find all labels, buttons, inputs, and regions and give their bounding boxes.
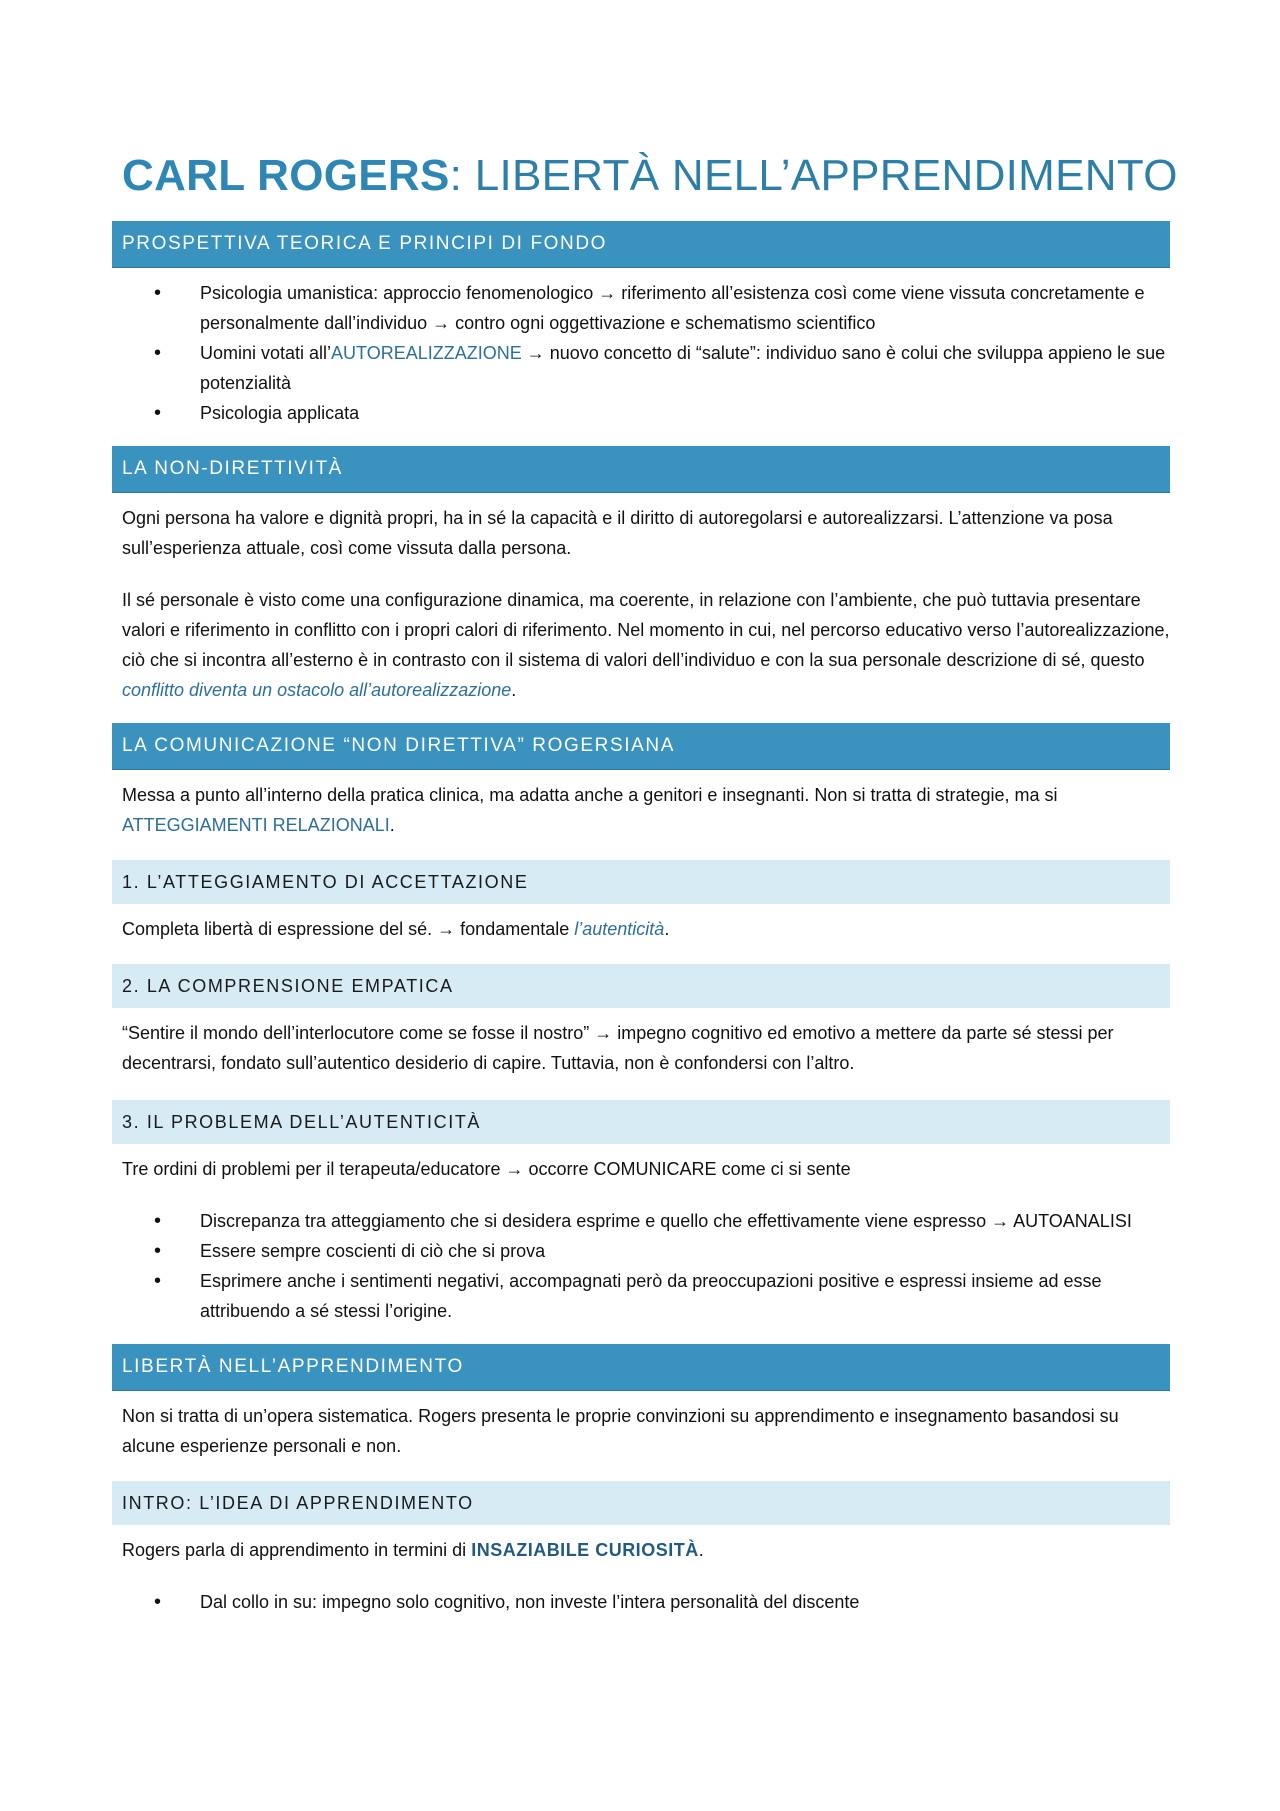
page-title [122,150,1178,203]
paragraph: Ogni persona ha valore e dignità propri, ha in sé la capacità e il diritto di autoregolarsi e autorealizzarsi. L’attenzione va posa sull’esperienza attuale, così come vissuta dalla persona. [122,507,1113,558]
paragraph-text: . [698,1539,704,1560]
section-heading-liberta: LIBERTÀ NELL’APPRENDIMENTO [112,1344,1170,1391]
paragraph: “Sentire il mondo dell’interlocutore come se fosse il nostro” → impegno cognitivo ed emotivo a mettere da parte sé stessi per decentrarsi, fondato sull’autentico desiderio di capire. Tuttavia, non è confondersi con l’altro. [122,1022,1114,1073]
subsection-heading-accettazione: 1. L’ATTEGGIAMENTO DI ACCETTAZIONE [112,860,1170,904]
paragraph: Tre ordini di problemi per il terapeuta/educatore → occorre COMUNICARE come ci si sente [122,1158,851,1179]
list-item-text: Uomini votati all’ [200,342,332,363]
list-item: • Essere sempre coscienti di ciò che si prova [112,1236,1170,1266]
subsection-heading-empatica: 2. LA COMPRENSIONE EMPATICA [112,964,1170,1008]
list-item: • Psicologia applicata [112,398,1170,428]
title-subtitle: : LIBERTÀ NELL’APPRENDIMENTO [449,151,1178,200]
intro-list [112,1587,1170,1617]
paragraph-text: . [511,679,517,700]
section-heading-prospettiva: PROSPETTIVA TEORICA E PRINCIPI DI FONDO [112,221,1170,268]
paragraph: Non si tratta di un’opera sistematica. Rogers presenta le proprie convinzioni su apprendimento e insegnamento basandosi su alcune esperienze personali e non. [122,1405,1119,1456]
section-heading-non-direttivita: LA NON-DIRETTIVITÀ [112,446,1170,493]
list-item [112,338,1170,398]
highlight-conflitto: conflitto diventa un ostacolo all’autorealizzazione [122,679,512,700]
autenticita-list [112,1206,1170,1326]
list-item: • Discrepanza tra atteggiamento che si desidera esprime e quello che effettivamente viene espresso → AUTOANALISI [112,1206,1170,1236]
paragraph-text: . [664,918,670,939]
paragraph-text: Messa a punto all’interno della pratica clinica, ma adatta anche a genitori e insegnanti. Non si tratta di strategie, ma si [122,784,1058,805]
paragraph-text: Completa libertà di espressione del sé. → fondamentale [122,918,575,939]
highlight-autorealizzazione: AUTOREALIZZAZIONE [331,342,522,363]
paragraph [112,914,1170,944]
list-item: • Psicologia umanistica: approccio fenomenologico → riferimento all’esistenza così come viene vissuta concretamente e personalmente dall’individuo → contro ogni oggettivazione e schematismo scientifico [112,278,1170,338]
paragraph [112,780,1170,840]
list-item: • Dal collo in su: impegno solo cognitivo, non investe l’intera personalità del discente [112,1587,1170,1617]
highlight-autenticita: l’autenticità [574,918,665,939]
subsection-heading-autenticita: 3. IL PROBLEMA DELL’AUTENTICITÀ [112,1100,1170,1144]
paragraph-text: Rogers parla di apprendimento in termini di [122,1539,472,1560]
list-item-text: → nuovo concetto di “salute”: individuo sano è colui che sviluppa appieno le sue potenzialità [200,342,1166,393]
prospettiva-list [112,278,1170,428]
section-heading-comunicazione: LA COMUNICAZIONE “NON DIRETTIVA” ROGERSIANA [112,723,1170,770]
title-name: CARL ROGERS [122,151,450,200]
document-content [112,150,1178,1617]
subsection-heading-intro: INTRO: L’IDEA DI APPRENDIMENTO [112,1481,1170,1525]
paragraph [112,1535,1170,1565]
paragraph-text: Il sé personale è visto come una configurazione dinamica, ma coerente, in relazione con l’ambiente, che può tuttavia presentare valori e riferimento in conflitto con i propri calori di riferimento. Nel momento in cui, nel percorso educativo verso l’autorealizzazione, ciò che si incontra all’esterno è in contrasto con il sistema di valori dell’individuo e con la sua personale descrizione di sé, questo [122,589,1170,670]
paragraph [112,585,1170,705]
highlight-atteggiamenti: ATTEGGIAMENTI RELAZIONALI [122,814,390,835]
paragraph-text: . [389,814,395,835]
list-item: • Esprimere anche i sentimenti negativi, accompagnati però da preoccupazioni positive e espressi insieme ad esse attribuendo a sé stessi l’origine. [112,1266,1170,1326]
highlight-curiosita: INSAZIABILE CURIOSITÀ [471,1539,699,1560]
